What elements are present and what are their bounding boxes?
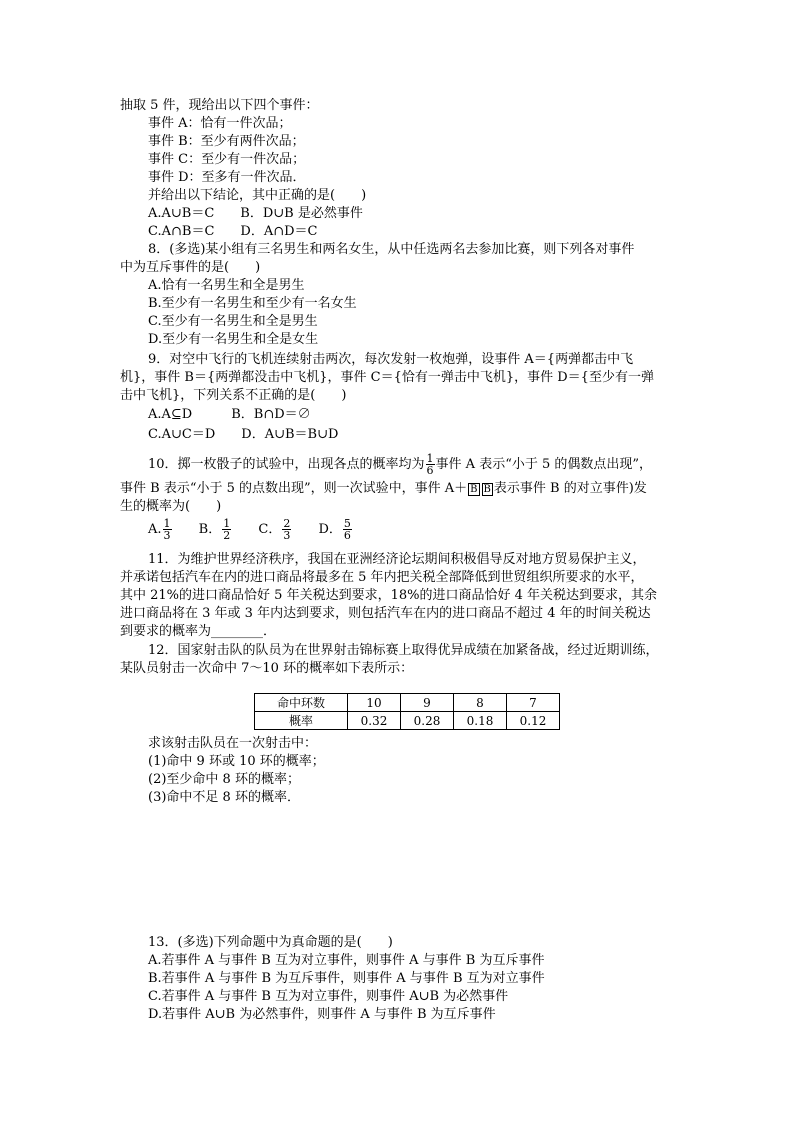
text-line: (1)命中 9 环或 10 环的概率； — [148, 754, 325, 769]
question-10 — [148, 453, 652, 476]
question-10-text: 10．掷一枚骰子的试验中，出现各点的概率均为 — [148, 457, 425, 472]
question-8: 8．(多选)某小组有三名男生和两名女生，从中任选两名去参加比赛，则下列各对事件 — [148, 242, 635, 257]
option-c: C． $\frac{2}{3}$ — [258, 517, 291, 542]
text-line: 并承诺包括汽车在内的进口商品将最多在 5 年内把关税全部降低到世贸组织所要求的水平， — [120, 570, 644, 585]
option-line: A.若事件 A 与事件 B 互为对立事件，则事件 A 与事件 B 为互斥事件 — [148, 953, 545, 968]
table-cell: 7 — [507, 694, 560, 712]
option-line: C.至少有一名男生和全是男生 — [148, 314, 318, 329]
text-line: 击中飞机}，下列关系不正确的是( ) — [120, 388, 347, 403]
table-cell: 概率 — [255, 712, 348, 730]
table-cell: 0.12 — [507, 712, 560, 730]
fraction: $\frac{1}{6}$ — [426, 452, 434, 477]
text-line: 到要求的概率为________． — [120, 624, 277, 639]
text-line: 事件 B 表示“小于 5 的点数出现”，则一次试验中，事件 A＋ B B 表示事件 B 的对立事件)发 — [120, 481, 647, 496]
table-cell: 9 — [401, 694, 454, 712]
text-line: 并给出以下结论，其中正确的是( ) — [148, 188, 367, 203]
text-line: 进口商品将在 3 年或 3 年内达到要求，则包括汽车在内的进口商品不超过 4 年的时间关税达 — [120, 606, 651, 621]
option-line: C.A∪C＝D D．A∪B＝B∪D — [148, 427, 339, 442]
option-line — [148, 518, 375, 541]
text-line: 中为互斥事件的是( ) — [120, 260, 261, 275]
option-line: A.A⊆D B．B∩D＝∅ — [148, 407, 311, 422]
option-line: A.恰有一名男生和全是男生 — [148, 278, 305, 293]
table-cell: 10 — [348, 694, 401, 712]
table-cell: 0.32 — [348, 712, 401, 730]
question-12: 12．国家射击队的队员为在世界射击锦标赛上取得优异成绩在加紧备战，经过近期训练， — [148, 643, 659, 658]
text-line: 机}，事件 B＝{两弹都没击中飞机}，事件 C＝{恰有一弹击中飞机}，事件 D＝{至少有一弹 — [120, 370, 654, 385]
table-cell: 0.28 — [401, 712, 454, 730]
option-line: D.若事件 A∪B 为必然事件，则事件 A 与事件 B 为互斥事件 — [148, 1007, 496, 1022]
option-line: A.A∪B＝C B．D∪B 是必然事件 — [148, 206, 363, 221]
question-11: 11．为维护世界经济秩序，我国在亚洲经济论坛期间积极倡导反对地方贸易保护主义， — [148, 552, 646, 567]
table-row — [255, 712, 560, 730]
text-line: 求该射击队员在一次射击中： — [148, 736, 318, 751]
question-9: 9．对空中飞行的飞机连续射击两次，每次发射一枚炮弹，设事件 A＝{两弹都击中飞 — [148, 352, 634, 367]
text-line: (2)至少命中 8 环的概率； — [148, 772, 300, 787]
question-10-text: 事件 A 表示“小于 5 的偶数点出现”， — [435, 457, 653, 472]
option-d: D． $\frac{5}{6}$ — [318, 517, 351, 542]
option-line: C.若事件 A 与事件 B 互为对立事件，则事件 A∪B 为必然事件 — [148, 989, 509, 1004]
text-line: 事件 B：至少有两件次品； — [148, 134, 305, 149]
text-line: 事件 A：恰有一件次品； — [148, 116, 292, 131]
text-line: 抽取 5 件，现给出以下四个事件： — [120, 98, 319, 113]
text-line: 事件 D：至多有一件次品． — [148, 170, 306, 185]
option-a: A. $\frac{1}{3}$ — [148, 517, 171, 542]
text-line: 生的概率为( ) — [120, 499, 222, 514]
probability-table — [254, 693, 560, 730]
question-13: 13．(多选)下列命题中为真命题的是( ) — [148, 935, 393, 950]
complement-glyph: B — [470, 484, 478, 495]
text-line: 某队员射击一次命中 7～10 环的概率如下表所示： — [120, 661, 414, 676]
text-line: 其中 21%的进口商品恰好 5 年关税达到要求，18%的进口商品恰好 4 年关税达到要求，其余 — [120, 588, 657, 603]
option-line: B.至少有一名男生和至少有一名女生 — [148, 296, 357, 311]
option-line: D.至少有一名男生和全是女生 — [148, 332, 319, 347]
table-cell: 0.18 — [454, 712, 507, 730]
text-line: 事件 C：至少有一件次品； — [148, 152, 306, 167]
table-cell: 8 — [454, 694, 507, 712]
option-b: B． $\frac{1}{2}$ — [198, 517, 231, 542]
option-line: C.A∩B＝C D．A∩D＝C — [148, 224, 318, 239]
table-row — [255, 694, 560, 712]
complement-glyph: B — [483, 484, 491, 495]
table-cell: 命中环数 — [255, 694, 348, 712]
text-line: (3)命中不足 8 环的概率． — [148, 790, 300, 805]
option-line: B.若事件 A 与事件 B 为互斥事件，则事件 A 与事件 B 互为对立事件 — [148, 971, 545, 986]
